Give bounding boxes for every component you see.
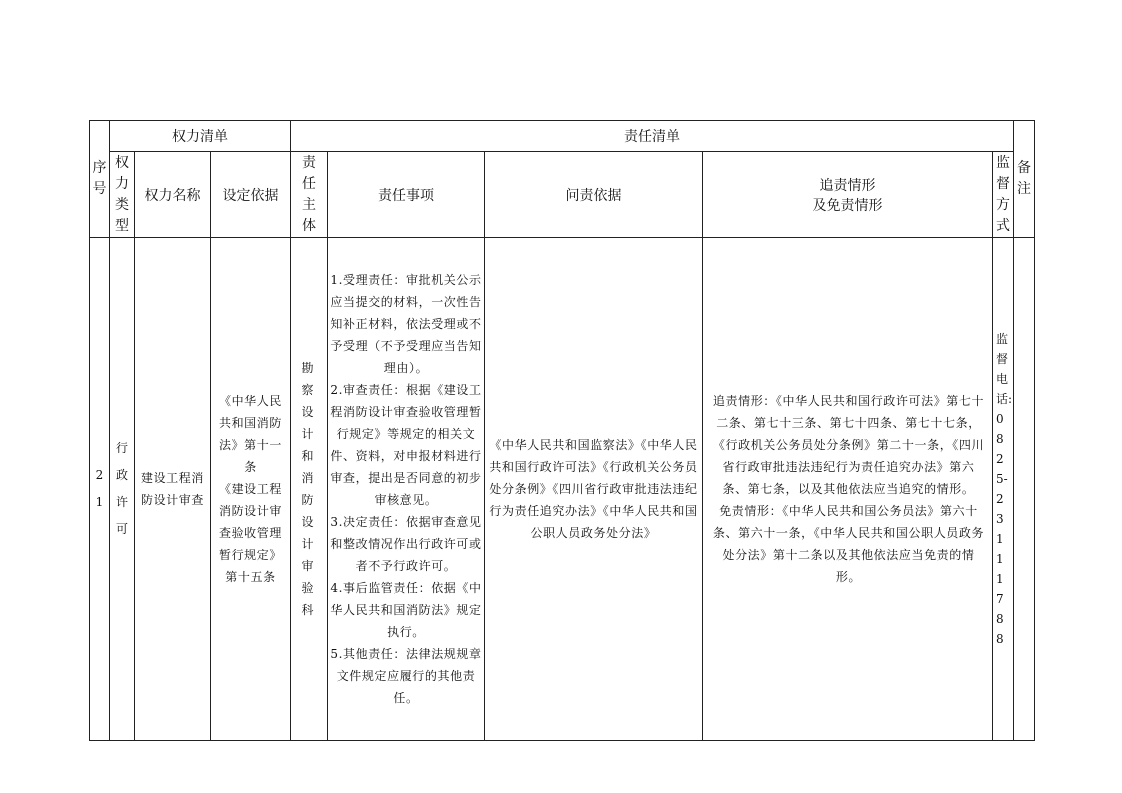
header-seq: 序号 (90, 121, 110, 238)
matter-item: 4.事后监管责任：依据《中华人民共和国消防法》规定执行。 (330, 581, 482, 639)
header-supervision: 监督方式 (993, 152, 1014, 238)
cell-seq: 21 (90, 238, 110, 741)
cell-supervision: 监督电话:0825-23111788 (993, 238, 1014, 741)
header-basis: 设定依据 (211, 152, 291, 238)
header-power-list: 权力清单 (110, 121, 291, 152)
cell-power-name: 建设工程消防设计审查 (135, 238, 211, 741)
basis-line: 查验收管理 (218, 526, 282, 540)
header-power-type: 权力类型 (110, 152, 135, 238)
basis-line: 《建设工程 (218, 482, 282, 496)
power-responsibility-table (89, 120, 1035, 741)
basis-line: 《中华人民 (218, 394, 282, 408)
pursuit-text: 追责情形：《中华人民共和国行政许可法》第七十二条、第七十三条、第七十四条、第七十七条，《行政机关公务员处分条例》第二十一条，《四川省行政审批违法违纪行为责任追究办法》第六条、第七条，以及其他依法应当追究的情形。 (712, 394, 985, 496)
header-pursuit: 追责情形 (819, 177, 876, 194)
cell-remarks (1014, 238, 1035, 741)
matter-item: 2.审查责任：根据《建设工程消防设计审查验收管理暂行规定》等规定的相关文件、资料，对申报材料进行审查，提出是否同意的初步审核意见。 (330, 383, 482, 507)
header-accountability-basis: 问责依据 (485, 152, 703, 238)
basis-line: 条 (244, 460, 257, 474)
basis-line: 法》第十一 (218, 438, 282, 452)
header-exemption: 及免责情形 (812, 197, 883, 214)
header-power-name: 权力名称 (135, 152, 211, 238)
basis-line: 暂行规定》 (218, 548, 282, 562)
basis-line: 消防设计审 (218, 504, 282, 518)
exemption-text: 免责情形：《中华人民共和国公务员法》第六十条、第六十一条，《中华人民共和国公职人员政务处分法》第十二条以及其他依法应当免责的情形。 (712, 504, 985, 584)
table-row (90, 238, 1035, 741)
cell-matters (328, 238, 485, 741)
header-remarks: 备注 (1014, 121, 1035, 238)
cell-basis (211, 238, 291, 741)
header-subject: 责任主体 (291, 152, 328, 238)
header-matters: 责任事项 (328, 152, 485, 238)
matter-item: 3.决定责任：依据审查意见和整改情况作出行政许可或者不予行政许可。 (330, 515, 482, 573)
basis-line: 共和国消防 (218, 416, 282, 430)
matter-item: 1.受理责任：审批机关公示应当提交的材料，一次性告知补正材料，依法受理或不予受理（不予受理应当告知理由）。 (330, 273, 482, 375)
cell-pursuit-exemption (703, 238, 993, 741)
cell-subject: 勘察设计和消防设计审验科 (291, 238, 328, 741)
cell-accountability-basis: 《中华人民共和国监察法》《中华人民共和国行政许可法》《行政机关公务员处分条例》《四川省行政审批违法违纪行为责任追究办法》《中华人民共和国公职人员政务处分法》 (485, 238, 703, 741)
header-responsibility-list: 责任清单 (291, 121, 1014, 152)
matter-item: 5.其他责任：法律法规规章文件规定应履行的其他责任。 (330, 647, 482, 705)
cell-power-type: 行政许可 (110, 238, 135, 741)
basis-line: 第十五条 (225, 570, 276, 584)
header-pursuit-exemption (703, 152, 993, 238)
